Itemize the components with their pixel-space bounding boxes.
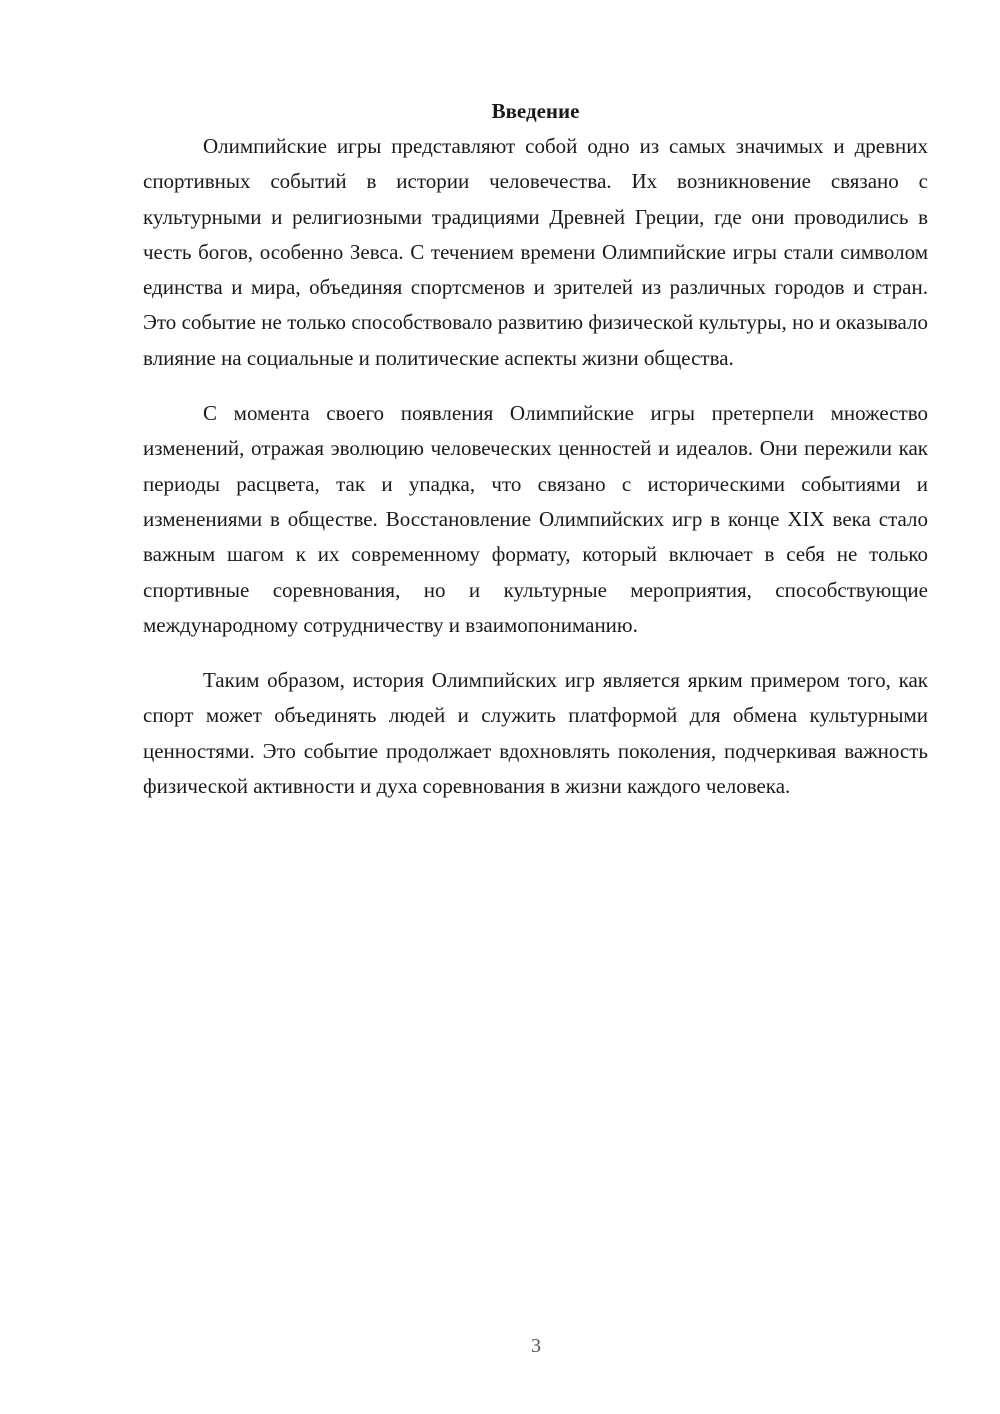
paragraph-3: Таким образом, история Олимпийских игр является ярким примером того, как спорт может объединять людей и служить платформой для обмена культурными ценностями. Это событие продолжает вдохновлять поколения, подчеркивая важность физической активности и духа соревнования в жизни каждого человека. bbox=[143, 668, 928, 799]
section-title: Введение bbox=[491, 99, 580, 123]
page-number: 3 bbox=[531, 1335, 541, 1357]
paragraph-1: Олимпийские игры представляют собой одно из самых значимых и древних спортивных событий в истории человечества. Их возникновение связано с культурными и религиозными традициями Древней Греции, где они проводились в честь богов, особенно Зевса. С течением времени Олимпийские игры стали символом единства и мира, объединяя спортсменов и зрителей из различных городов и стран. Это событие не только способствовало развитию физической культуры, но и оказывало влияние на социальные и политические аспекты жизни общества. bbox=[143, 134, 928, 370]
page-content bbox=[143, 94, 928, 804]
paragraph-2: С момента своего появления Олимпийские игры претерпели множество изменений, отражая эволюцию человеческих ценностей и идеалов. Они пережили как периоды расцвета, так и упадка, что связано с историческими событиями и изменениями в обществе. Восстановление Олимпийских игр в конце XIX века стало важным шагом к их современному формату, который включает в себя не только спортивные соревнования, но и культурные мероприятия, способствующие международному сотрудничеству и взаимопониманию. bbox=[143, 401, 928, 637]
